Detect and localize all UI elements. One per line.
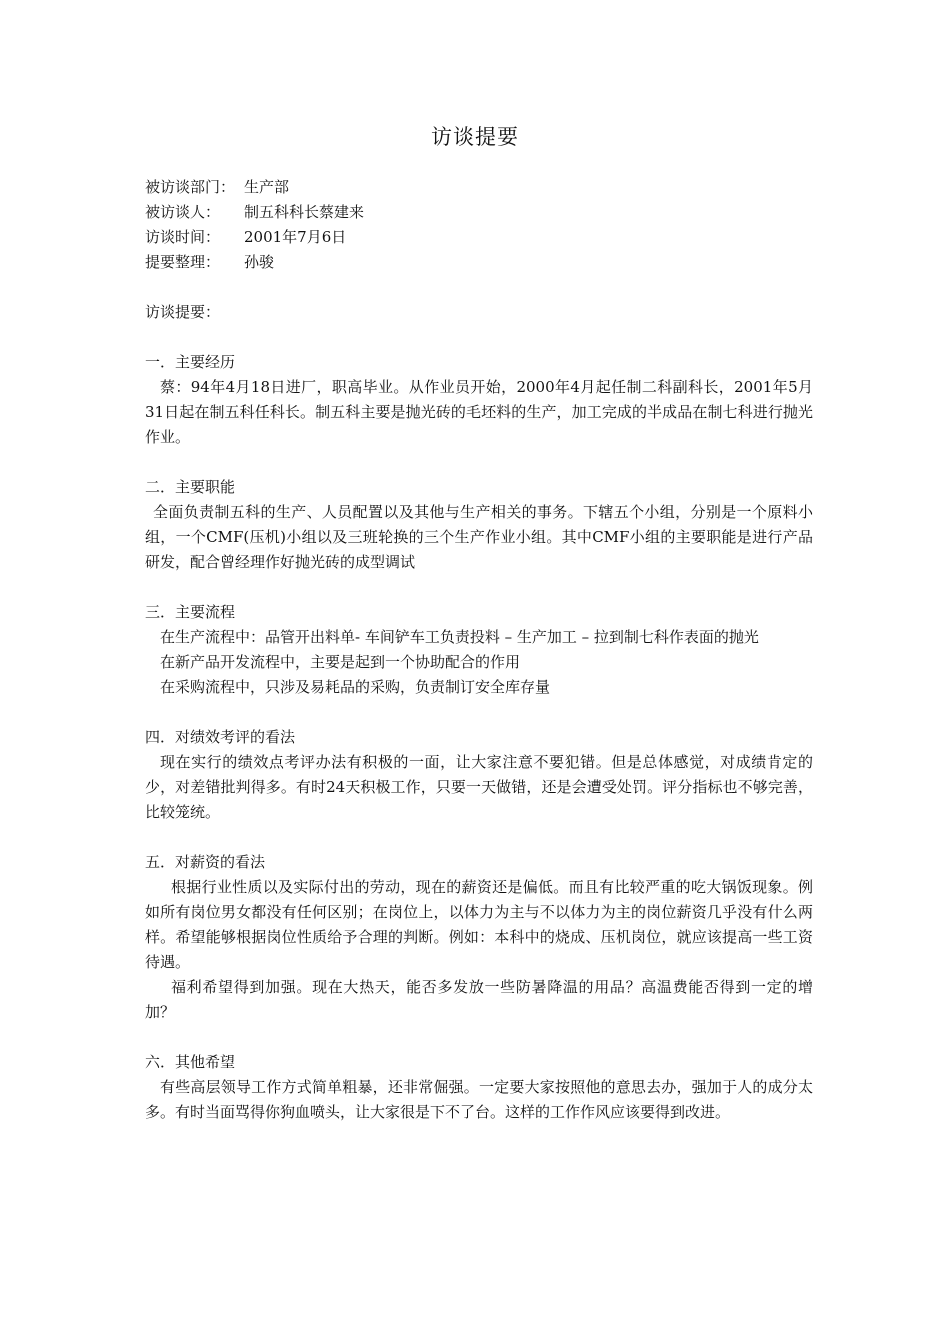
meta-row-department <box>145 175 813 200</box>
section-paragraph: 蔡：94年4月18日进厂，职高毕业。从作业员开始，2000年4月起任制二科副科长，2001年5月31日起在制五科任科长。制五科主要是抛光砖的毛坯料的生产，加工完成的半成品在制七科进行抛光作业。 <box>145 378 813 446</box>
meta-row-date <box>145 225 813 250</box>
section-paragraph: 在采购流程中，只涉及易耗品的采购，负责制订安全库存量 <box>160 678 551 696</box>
spacer <box>145 575 813 600</box>
meta-row-interviewee <box>145 200 813 225</box>
meta-label: 被访谈人： <box>145 203 221 221</box>
spacer <box>145 1025 813 1050</box>
section-paragraph: 有些高层领导工作方式简单粗暴，还非常倔强。一定要大家按照他的意思去办，强加于人的成分太多。有时当面骂得你狗血喷头，让大家很是下不了台。这样的工作作风应该要得到改进。 <box>145 1078 813 1121</box>
section-heading-salary: 五．对薪资的看法 <box>145 853 266 871</box>
section-heading-experience: 一．主要经历 <box>145 353 236 371</box>
meta-value: 孙骏 <box>244 253 275 271</box>
meta-value: 生产部 <box>244 178 290 196</box>
spacer <box>145 700 813 725</box>
section-heading-process: 三．主要流程 <box>145 603 236 621</box>
spacer <box>145 825 813 850</box>
section-heading-duties: 二．主要职能 <box>145 478 236 496</box>
meta-value: 制五科科长蔡建来 <box>244 203 365 221</box>
section-paragraph: 福利希望得到加强。现在大热天，能否多发放一些防暑降温的用品？高温费能否得到一定的增加？ <box>145 978 813 1021</box>
meta-value: 2001年7月6日 <box>244 228 347 246</box>
section-heading-other-hopes: 六．其他希望 <box>145 1053 236 1071</box>
section-heading-performance: 四．对绩效考评的看法 <box>145 728 296 746</box>
section-paragraph: 在生产流程中：品管开出料单- 车间铲车工负责投料 – 生产加工 – 拉到制七科作表面的抛光 <box>160 628 759 646</box>
section-paragraph: 现在实行的绩效点考评办法有积极的一面，让大家注意不要犯错。但是总体感觉，对成绩肯定的少，对差错批判得多。有时24天积极工作，只要一天做错，还是会遭受处罚。评分指标也不够完善，比较笼统。 <box>145 753 813 821</box>
section-paragraph: 根据行业性质以及实际付出的劳动，现在的薪资还是偏低。而且有比较严重的吃大锅饭现象。例如所有岗位男女都没有任何区别；在岗位上，以体力为主与不以体力为主的岗位薪资几乎没有什么两样。希望能够根据岗位性质给予合理的判断。例如：本科中的烧成、压机岗位，就应该提高一些工资待遇。 <box>145 878 813 971</box>
spacer <box>145 325 813 350</box>
summary-label: 访谈提要： <box>145 303 221 321</box>
spacer <box>145 450 813 475</box>
meta-label: 提要整理： <box>145 253 221 271</box>
meta-row-compiler <box>145 250 813 275</box>
section-paragraph: 全面负责制五科的生产、人员配置以及其他与生产相关的事务。下辖五个小组，分别是一个原料小组，一个CMF(压机)小组以及三班轮换的三个生产作业小组。其中CMF小组的主要职能是进行产品研发，配合曾经理作好抛光砖的成型调试 <box>145 503 813 571</box>
document-title: 访谈提要 <box>431 125 519 149</box>
meta-label: 访谈时间： <box>145 228 221 246</box>
meta-label: 被访谈部门： <box>145 178 236 196</box>
spacer <box>145 275 813 300</box>
section-paragraph: 在新产品开发流程中，主要是起到一个协助配合的作用 <box>160 653 521 671</box>
document-body <box>145 175 813 1125</box>
